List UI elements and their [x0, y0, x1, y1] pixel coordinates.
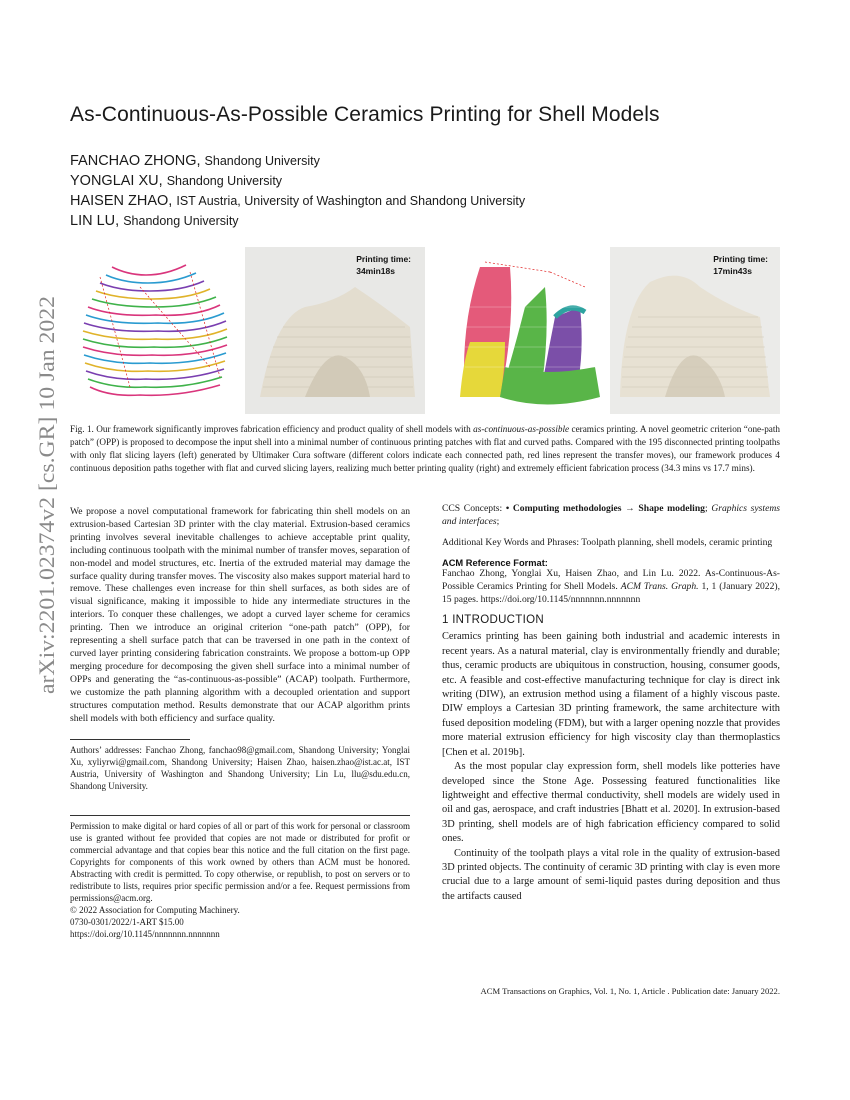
- footnote-divider: [70, 739, 190, 740]
- printing-time-value: 34min18s: [356, 266, 395, 276]
- abstract: We propose a novel computational framework for fabricating thin shell models on an extrusion-based Cartesian 3D printer with the clay material. Extrusion-based ceramics printing involves several inevitable challenges to achieve acceptable print quality, including continuous toolpath with the minimal number of transfer moves, separation of non-model and model structures, etc. Inertia of the extruded material may damage the surface quality during transfer moves. The viscosity also makes support material hard to remove. These challenges even increase for thin shell surfaces, as both sides are of visual significance, making it impossible to hide any intermediate structures in the interiors. To conquer these challenges, we adopt a curved layer scheme for ceramics printing. Then we introduce an original criterion “one-path patch” (OPP), for representing a shell surface patch that can be traversed in one path in the context of curved layer printing considering fabrication constraints. We propose a bottom-up OPP merging procedure for decomposing the given shell surface into a minimal number of OPPs and generating the “as-continuous-as-possible” (ACAP) toolpath. Furthermore, we customize the path planning algorithm with a decoupled orientation and support structures computation method. Results demonstrate that our ACAP algorithm prints shell models with both efficiency and surface quality.: [70, 506, 410, 724]
- ccs-sep: ;: [704, 503, 712, 514]
- author-affiliation: Shandong University: [123, 214, 239, 228]
- intro-paragraph-2: As the most popular clay expression form, shell models like potteries have developed since the Stone Age. Possessing featured functionalities like lightweight and effective thermal conductivity, shell models are widely used in oil and gas, aerospace, and craft industries [Bhatt et al. 2020]. In extrusion-based 3D printing, shell models are of high fabrication efficiency compared to solid ones.: [442, 761, 780, 845]
- author-entry: HAISEN ZHAO, IST Austria, University of Washington and Shandong University: [70, 193, 526, 209]
- author-addresses: Authors’ addresses: Fanchao Zhong, fanchao98@gmail.com, Shandong University; Yonglai Xu, xyliyrwi@gmail.com, Shandong University; Haisen Zhao, haisen.zhao@ist.ac.at, IST Austria, University of Washington and Shandong University; Lin Lu, llu@sdu.edu.cn, Shandong University.: [70, 745, 410, 792]
- permission-notice: Permission to make digital or hard copies of all or part of this work for personal or classroom use is granted without fee provided that copies are not made or distributed for profit or commercial advantage and that copies bear this notice and the full citation on the first page. Copyrights for components of this work owned by others than ACM must be honored. Abstracting with credit is permitted. To copy otherwise, or republish, to post on servers or to redistribute to lists, requires prior specific permission and/or a fee. Request permissions from permissions@acm.org.: [70, 821, 410, 904]
- printing-time-value: 17min43s: [713, 266, 752, 276]
- arxiv-id: arXiv:2201.02374v2 [cs.GR] 10 Jan 2022: [34, 316, 59, 694]
- author-name: YONGLAI XU: [70, 173, 159, 189]
- figure-panel-print-acap: [610, 247, 780, 414]
- right-column: [442, 503, 780, 904]
- copyright-line: © 2022 Association for Computing Machinery.: [70, 905, 240, 916]
- keywords: Additional Key Words and Phrases: Toolpath planning, shell models, ceramic printing: [442, 536, 773, 548]
- figure-panel-print-cura: [245, 247, 425, 414]
- ccs-prefix: CCS Concepts:: [442, 503, 506, 514]
- issn-line: 0730-0301/2022/1-ART $15.00: [70, 917, 184, 928]
- paper-title: As-Continuous-As-Possible Ceramics Printing for Shell Models: [70, 103, 660, 126]
- acm-ref-italic: ACM Trans. Graph.: [620, 580, 699, 592]
- ccs-concepts: [442, 503, 780, 529]
- author-entry: LIN LU, Shandong University: [70, 213, 239, 229]
- figure-1: [70, 247, 780, 414]
- page-footer: ACM Transactions on Graphics, Vol. 1, No. 1, Article . Publication date: January 2022.: [480, 986, 780, 996]
- acm-ref-part1: Fanchao Zhong, Yonglai Xu, Haisen Zhao, and Lin Lu. 2022. As-Continuous-As-Possible Ceramics Printing for Shell Models.: [442, 567, 780, 592]
- figure-caption: [70, 423, 780, 475]
- figure-panel-toolpaths-cura: [70, 247, 240, 414]
- left-column: [70, 506, 410, 940]
- printing-time-label-right: [713, 253, 768, 277]
- ccs-suffix: ;: [496, 515, 500, 527]
- author-name: LIN LU: [70, 213, 116, 229]
- intro-paragraph-1: Ceramics printing has been gaining both industrial and academic interests in recent years. As a natural material, clay is environmentally friendly and durable; thus, ceramic products are ubiquitous in construction, housing, consumer goods, etc. A feasible and cost-effective manufacturing technique for clay is direct ink writing (DIW), an extrusion method using a filament of a highly viscous paste. DIW employs a Cartesian 3D printing framework, the same architecture with fused deposition modeling (FDM), but with a larger opening nozzle that provides more material extrusion efficiency for high viscosity clay than thermoplastics [Chen et al. 2019b].: [442, 631, 781, 758]
- author-name: HAISEN ZHAO: [70, 193, 169, 209]
- intro-paragraph-3: Continuity of the toolpath plays a vital role in the quality of extrusion-based 3D printed objects. The continuity of ceramic 3D printing with clay is even more crucial due to a large amount of semi-liquid pastes during deposition and thus the artifacts caused: [442, 847, 780, 902]
- author-entry: FANCHAO ZHONG, Shandong University: [70, 153, 320, 169]
- acm-reference: [442, 568, 780, 607]
- author-affiliation: Shandong University: [166, 174, 283, 188]
- printing-time-label-left: [356, 253, 411, 277]
- section-heading-introduction: 1 INTRODUCTION: [442, 614, 544, 627]
- author-list: [70, 151, 790, 231]
- permission-divider: [70, 815, 410, 816]
- caption-part1: Fig. 1. Our framework significantly improves fabrication efficiency and product quality of shell models with: [70, 424, 474, 434]
- author-entry: YONGLAI XU, Shandong University: [70, 173, 283, 189]
- ccs-italic: Graphics systems and interfaces: [442, 503, 780, 527]
- doi-line: https://doi.org/10.1145/nnnnnnn.nnnnnnn: [70, 929, 220, 940]
- acm-ref-heading: ACM Reference Format:: [442, 557, 548, 568]
- printing-time-caption: Printing time:: [356, 254, 411, 264]
- printing-time-caption: Printing time:: [713, 254, 768, 264]
- caption-part2: ceramics printing. A novel geometric criterion “one-path patch” (OPP) is proposed to decompose the input shell into a minimal number of continuous printing patches with flat and curved paths. Compared with the 195 disconnected printing toolpaths with only flat slicing layers (left) generated by Ultimaker Cura software (different colors indicate each connected path, red lines represent the transfer moves), our framework produces 4 continuous deposition paths together with flat and curved slicing layers, realizing much better printing quality (right) and extremely efficient fabrication process (34.3 mins vs 17.7 mins).: [70, 424, 781, 473]
- ccs-bold: • Computing methodologies → Shape modeling: [505, 503, 705, 514]
- caption-italic: as-continuous-as-possible: [473, 424, 570, 434]
- author-name: FANCHAO ZHONG: [70, 153, 197, 169]
- author-affiliation: Shandong University: [204, 154, 320, 168]
- author-affiliation: IST Austria, University of Washington and Shandong University: [176, 194, 526, 208]
- acm-ref-part2: 1, 1 (January 2022), 15 pages. https://doi.org/10.1145/nnnnnnn.nnnnnnn: [442, 580, 780, 605]
- figure-panel-opp-patches: [455, 247, 615, 414]
